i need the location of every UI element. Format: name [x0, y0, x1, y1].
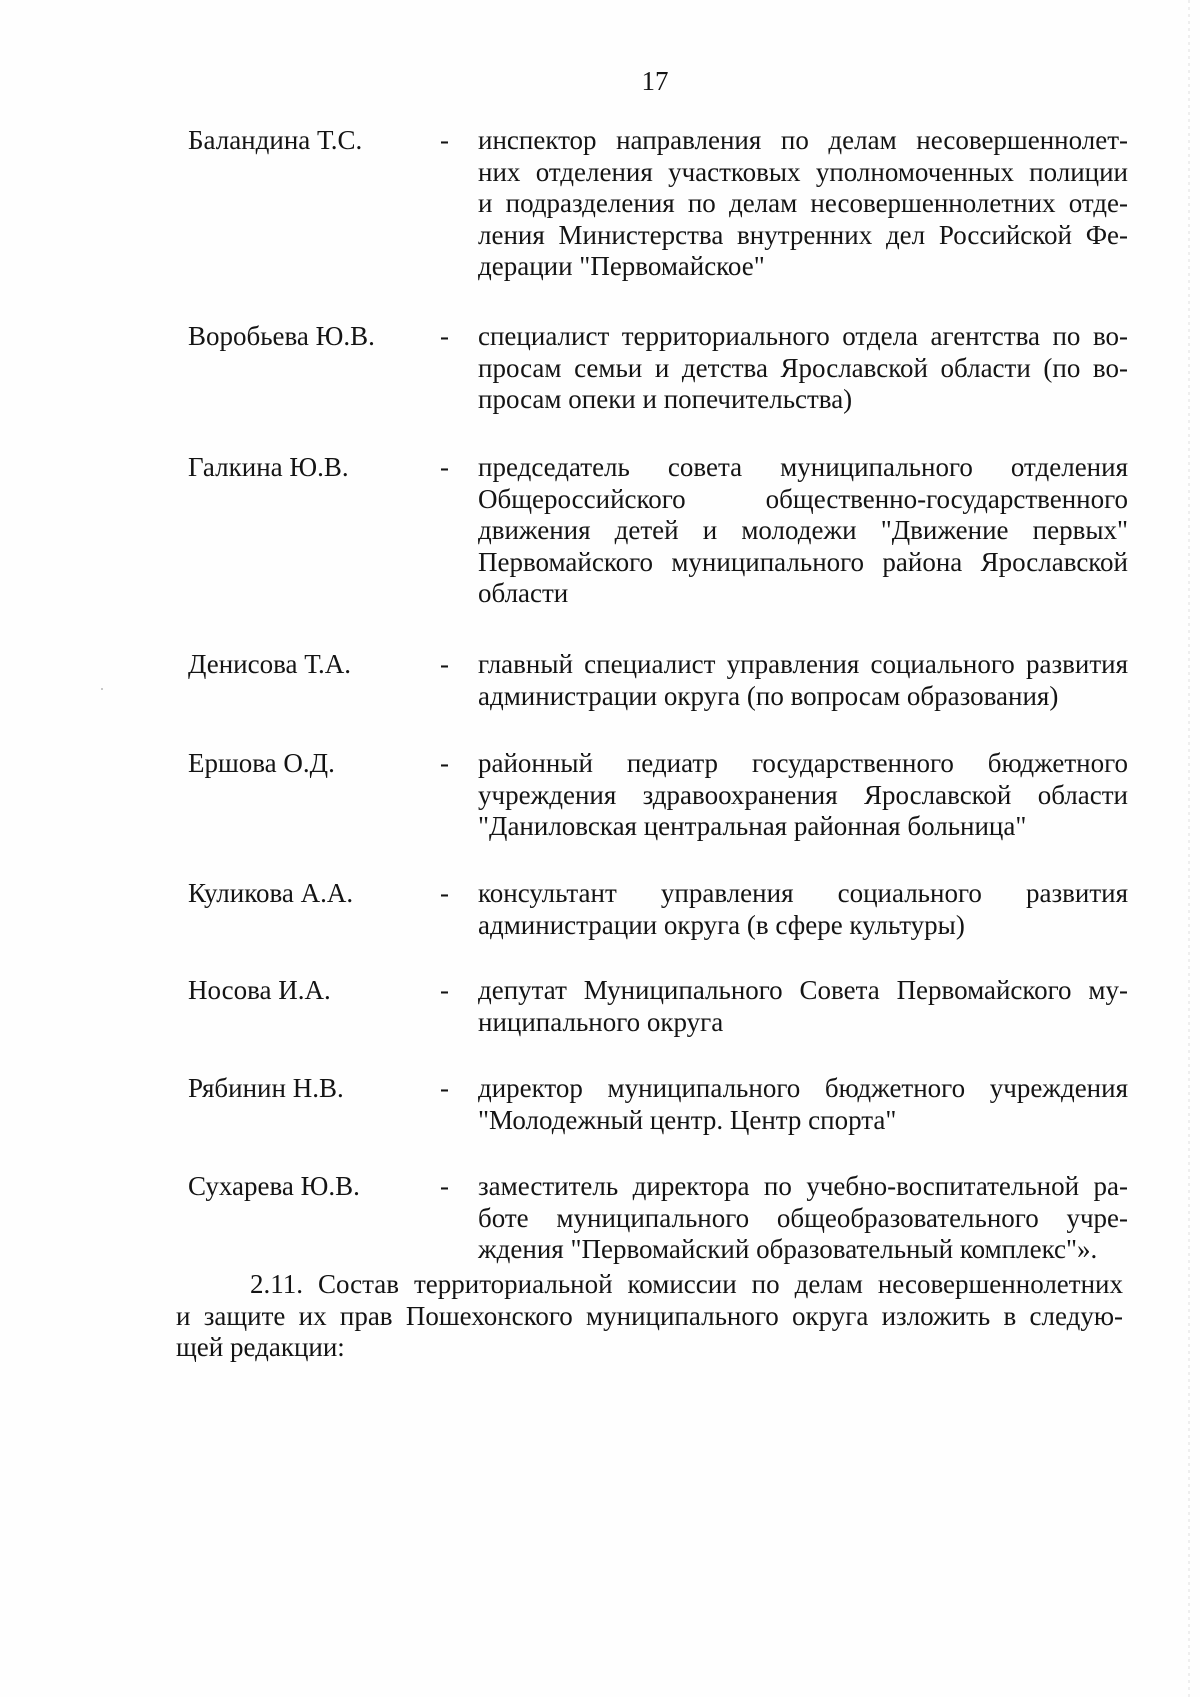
position-line: ления Министерства внутренних дел Российской Фе-: [478, 219, 1128, 250]
member-name: Носова И.А.: [188, 975, 331, 1005]
scan-speck: [101, 688, 103, 690]
member-name: Воробьева Ю.В.: [188, 321, 375, 351]
scan-edge-artifact: [1188, 0, 1190, 1697]
member-position: [478, 452, 1128, 610]
member-dash: -: [440, 748, 449, 778]
position-line: "Даниловская центральная районная больница": [478, 811, 1027, 841]
position-line: консультант управления социального развития: [478, 878, 1128, 908]
member-position: [478, 125, 1128, 283]
member-dash: -: [440, 125, 449, 155]
position-line: "Молодежный центр. Центр спорта": [478, 1104, 897, 1135]
position-line: боте муниципального общеобразовательного учре-: [478, 1202, 1128, 1233]
member-position: [478, 878, 1128, 941]
member-position: [478, 748, 1128, 843]
position-line: главный специалист управления социального развития: [478, 649, 1128, 679]
position-line: движения детей и молодежи "Движение первых": [478, 515, 1128, 545]
position-line: учреждения здравоохранения Ярославской области: [478, 779, 1128, 810]
paragraph-line: и защите их прав Пошехонского муниципального округа изложить в следую-: [176, 1300, 1123, 1331]
member-position: [478, 1073, 1128, 1136]
position-line: Общероссийского общественно-государственного: [478, 483, 1128, 514]
position-line: администрации округа (в сфере культуры): [478, 909, 965, 940]
position-line: специалист территориального отдела агентства по во-: [478, 321, 1128, 351]
position-line: и подразделения по делам несовершеннолетних отде-: [478, 188, 1128, 218]
page-number: 17: [641, 66, 669, 96]
member-name: Денисова Т.А.: [188, 649, 352, 679]
closing-paragraph: [176, 1269, 1123, 1364]
member-position: [478, 649, 1128, 712]
member-name: Рябинин Н.В.: [188, 1073, 344, 1103]
position-line: ждения "Первомайский образовательный комплекс"».: [478, 1234, 1098, 1264]
member-name: Баландина Т.С.: [188, 125, 363, 155]
paragraph-line: 2.11. Состав территориальной комиссии по делам несовершеннолетних: [250, 1269, 1123, 1299]
member-name: Куликова А.А.: [188, 878, 354, 908]
member-dash: -: [440, 321, 449, 351]
position-line: просам семьи и детства Ярославской области (по во-: [478, 352, 1128, 383]
position-line: Первомайского муниципального района Ярославской: [478, 546, 1128, 577]
member-position: [478, 975, 1128, 1038]
position-line: просам опеки и попечительства): [478, 384, 853, 414]
member-name: Галкина Ю.В.: [188, 452, 349, 482]
member-dash: -: [440, 878, 449, 908]
position-line: инспектор направления по делам несовершеннолет-: [478, 125, 1128, 155]
position-line: ниципального округа: [478, 1006, 724, 1037]
member-position: [478, 1171, 1128, 1266]
position-line: председатель совета муниципального отделения: [478, 452, 1128, 482]
member-position: [478, 321, 1128, 416]
position-line: депутат Муниципального Совета Первомайского му-: [478, 975, 1128, 1005]
member-dash: -: [440, 452, 449, 482]
member-name: Сухарева Ю.В.: [188, 1171, 360, 1201]
paragraph-line: щей редакции:: [176, 1332, 345, 1362]
position-line: них отделения участковых уполномоченных полиции: [478, 156, 1128, 187]
member-dash: -: [440, 975, 449, 1005]
member-dash: -: [440, 1171, 449, 1201]
member-dash: -: [440, 649, 449, 679]
member-dash: -: [440, 1073, 449, 1103]
position-line: области: [478, 578, 569, 608]
position-line: районный педиатр государственного бюджетного: [478, 748, 1128, 778]
position-line: директор муниципального бюджетного учреждения: [478, 1073, 1128, 1103]
position-line: заместитель директора по учебно-воспитательной ра-: [478, 1171, 1128, 1201]
member-name: Ершова О.Д.: [188, 748, 335, 778]
position-line: дерации "Первомайское": [478, 251, 765, 281]
position-line: администрации округа (по вопросам образования): [478, 680, 1059, 711]
